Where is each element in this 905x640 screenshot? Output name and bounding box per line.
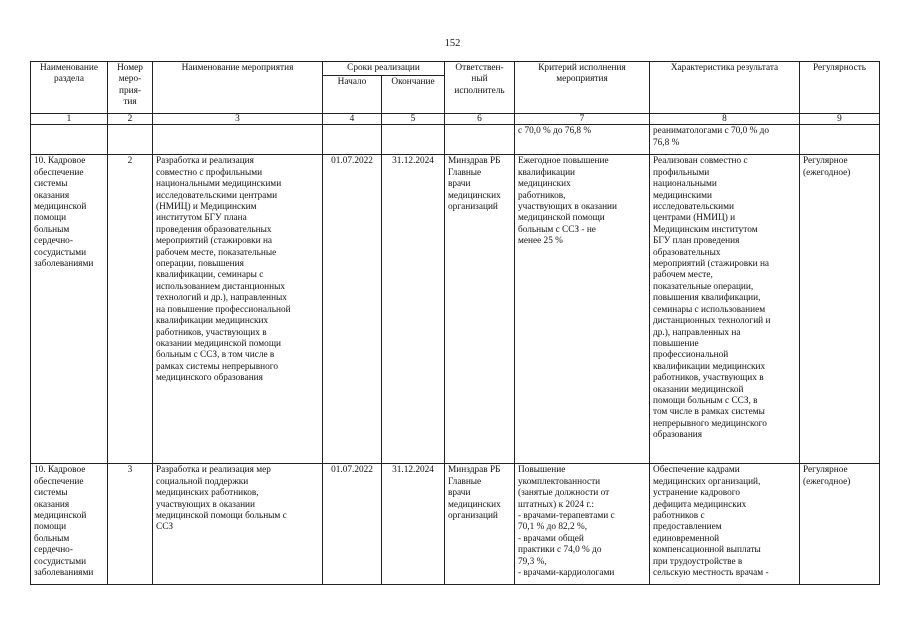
cell-text-line: организаций — [448, 511, 498, 522]
cell-text-line: медицинских — [448, 190, 501, 201]
column-number: 6 — [445, 114, 515, 125]
header-result — [650, 62, 800, 114]
cell-text-line: 70,1 % до 82,2 %, — [518, 522, 588, 533]
cell-text-line: 10. Кадровое — [34, 465, 86, 476]
cell-text-line: дефицита медицинских — [653, 499, 747, 510]
cell-text-line: 76,8 % — [653, 137, 680, 148]
cell-text-line: Ответствен- — [455, 63, 504, 73]
cell-text-line: сосудистыми — [34, 247, 87, 258]
cell-text-line: 01.07.2022 — [331, 156, 373, 167]
cell-text-line: единовременной — [653, 533, 720, 544]
cell-text-line: Главные — [448, 167, 482, 178]
cell-text-line: операции, повышения — [156, 259, 244, 270]
cell-text-line: организаций — [448, 202, 498, 213]
cell-text-line: обеспечение — [34, 476, 84, 487]
cell-section-name — [31, 155, 108, 464]
continuation-row — [31, 125, 880, 155]
cell-text-line: Характеристика результата — [670, 63, 779, 73]
cell-text-line: др.), направленных на — [653, 327, 741, 338]
cell-text-line: менее 25 % — [518, 236, 563, 247]
cell-text-line: (ежегодное) — [803, 476, 851, 487]
cell-result — [650, 155, 800, 464]
cell-empty — [108, 125, 153, 155]
cell-text-line: обеспечение — [34, 167, 84, 178]
cell-text-line: оказании медицинской — [653, 384, 744, 395]
cell-text-line: меро- — [118, 74, 142, 85]
cell-text-line: системы — [34, 488, 68, 499]
cell-text-line: медицинских работников, — [156, 488, 259, 499]
cell-text-line: Реализован совместно с — [653, 156, 748, 167]
cell-text-line: дистанционных технологий и — [653, 316, 771, 327]
cell-text-line: квалификации медицинских — [653, 361, 766, 372]
cell-regularity — [800, 464, 880, 585]
cell-text-line: больным — [34, 224, 70, 235]
cell-text-line: Регулярное — [803, 156, 848, 167]
cell-responsible — [445, 464, 515, 585]
cell-start-date — [323, 464, 382, 585]
cell-empty — [445, 125, 515, 155]
cell-text-line: квалификации медицинских — [156, 316, 269, 327]
cell-text-line: центрами (НМИЦ) и — [653, 213, 736, 224]
cell-text-line: профессиональной — [653, 350, 729, 361]
cell-text-line: Минздрав РБ — [448, 156, 501, 167]
cell-text-line: врачи — [448, 488, 471, 499]
cell-end-date — [382, 464, 445, 585]
cell-text-line: (НМИЦ) и Медицинским — [156, 202, 257, 213]
cell-empty — [323, 125, 382, 155]
cell-text-line: работников, участвующих в — [156, 327, 267, 338]
cell-text-line: системы — [34, 179, 68, 190]
cell-result — [650, 125, 800, 155]
cell-text-line: сельскую местность врачам - — [653, 568, 769, 579]
cell-text-line: Номер — [117, 63, 143, 73]
cell-text-line: помощи больным с ССЗ, в — [653, 395, 758, 406]
cell-text-line: оказания — [34, 499, 70, 510]
cell-text-line: институтом БГУ плана — [156, 213, 247, 224]
cell-text-line: 3 — [127, 465, 133, 476]
cell-text-line: больным с ССЗ, в том числе в — [156, 350, 275, 361]
cell-text-line: 01.07.2022 — [331, 465, 373, 476]
cell-criterion — [515, 125, 650, 155]
cell-text-line: Повышение — [518, 465, 566, 476]
cell-end-date — [382, 155, 445, 464]
cell-text-line: образовательных — [653, 247, 721, 258]
cell-regularity — [800, 155, 880, 464]
cell-text-line: Критерий исполнения — [538, 63, 626, 73]
table-row — [31, 464, 880, 585]
cell-text-line: укомплектованности — [518, 476, 601, 487]
cell-text-line: сердечно- — [34, 236, 73, 247]
cell-text-line: прия- — [119, 85, 141, 96]
cell-text-line: больным — [34, 533, 70, 544]
cell-text-line: медицинского образования — [156, 373, 263, 384]
cell-text-line: (занятые должности от — [518, 488, 610, 499]
header-activity-number — [108, 62, 153, 114]
cell-text-line: профильными — [653, 167, 710, 178]
cell-text-line: непрерывного медицинского — [653, 418, 767, 429]
cell-text-line: врачи — [448, 179, 471, 190]
column-number: 8 — [650, 114, 800, 125]
cell-text-line: заболеваниями — [34, 568, 94, 579]
header-start — [323, 76, 382, 114]
cell-text-line: Разработка и реализация — [156, 156, 254, 167]
cell-text-line: Минздрав РБ — [448, 465, 501, 476]
cell-text-line: при трудоустройстве в — [653, 556, 743, 567]
column-number: 3 — [153, 114, 323, 125]
column-number: 4 — [323, 114, 382, 125]
cell-text-line: с 70,0 % до 76,8 % — [518, 126, 592, 137]
cell-responsible — [445, 155, 515, 464]
header-row-1 — [31, 62, 880, 76]
cell-text-line: медицинской помощи — [518, 213, 605, 224]
cell-criterion — [515, 155, 650, 464]
cell-text-line: 31.12.2024 — [392, 156, 434, 167]
header-criterion — [515, 62, 650, 114]
cell-text-line: проведения образовательных — [156, 224, 272, 235]
cell-text-line: рабочем месте, — [653, 270, 713, 281]
cell-text-line: работников, — [518, 190, 566, 201]
cell-text-line: медицинской — [34, 202, 87, 213]
cell-text-line: работников с — [653, 511, 705, 522]
cell-text-line: исследовательскими — [653, 202, 734, 213]
header-regularity — [800, 62, 880, 114]
cell-text-line: том числе в рамках системы — [653, 407, 765, 418]
cell-activity-number — [108, 464, 153, 585]
cell-text-line: помощи — [34, 213, 67, 224]
cell-text-line: повышение — [653, 338, 699, 349]
cell-activity-name — [153, 155, 323, 464]
cell-text-line: мероприятий (стажировки на — [156, 236, 273, 247]
cell-text-line: Разработка и реализация мер — [156, 465, 271, 476]
cell-text-line: оказания — [34, 190, 70, 201]
cell-text-line: 10. Кадровое — [34, 156, 86, 167]
column-number: 1 — [31, 114, 108, 125]
cell-text-line: медицинской помощи больным с — [156, 511, 287, 522]
cell-text-line: 79,3 %, — [518, 556, 547, 567]
cell-text-line: медицинских — [448, 499, 501, 510]
cell-text-line: заболеваниями — [34, 259, 94, 270]
cell-text-line: исследовательскими центрами — [156, 190, 278, 201]
cell-text-line: образования — [653, 430, 703, 441]
cell-text-line: 31.12.2024 — [392, 465, 434, 476]
header-timeline-group: Сроки реализации — [323, 62, 445, 76]
activities-table — [30, 61, 880, 585]
cell-text-line: семинары с использованием — [653, 304, 766, 315]
header-responsible — [445, 62, 515, 114]
cell-text-line: тия — [123, 97, 137, 108]
cell-text-line: (ежегодное) — [803, 167, 851, 178]
column-number: 5 — [382, 114, 445, 125]
column-number: 7 — [515, 114, 650, 125]
cell-text-line: БГУ план проведения — [653, 236, 740, 247]
cell-section-name — [31, 464, 108, 585]
header-end — [382, 76, 445, 114]
cell-text-line: практики с 74,0 % до — [518, 545, 602, 556]
cell-text-line: Наименование мероприятия — [181, 63, 294, 73]
cell-empty — [800, 125, 880, 155]
cell-text-line: участвующих в оказании — [156, 499, 256, 510]
column-number: 2 — [108, 114, 153, 125]
cell-text-line: мероприятий (стажировки на — [653, 259, 770, 270]
cell-text-line: Регулярное — [803, 465, 848, 476]
cell-criterion — [515, 464, 650, 585]
cell-activity-name — [153, 464, 323, 585]
cell-text-line: Главные — [448, 476, 482, 487]
cell-text-line: Окончание — [391, 77, 435, 88]
cell-text-line: раздела — [54, 74, 84, 85]
cell-text-line: больным с ССЗ - не — [518, 224, 596, 235]
cell-text-line: медицинских — [518, 179, 571, 190]
cell-text-line: национальными — [653, 179, 717, 190]
cell-text-line: Обеспечение кадрами — [653, 465, 740, 476]
cell-text-line: квалификации, семинары с — [156, 270, 264, 281]
cell-start-date — [323, 155, 382, 464]
cell-text-line: медицинской — [34, 511, 87, 522]
cell-text-line: предоставлением — [653, 522, 722, 533]
cell-text-line: Наименование — [40, 63, 98, 73]
cell-text-line: сердечно- — [34, 545, 73, 556]
cell-text-line: Медицинским институтом — [653, 224, 758, 235]
cell-text-line: оказании медицинской помощи — [156, 338, 281, 349]
cell-text-line: сосудистыми — [34, 556, 87, 567]
cell-text-line: Начало — [337, 77, 367, 88]
page-number: 152 — [444, 38, 461, 49]
cell-text-line: участвующих в оказании — [518, 202, 618, 213]
cell-text-line: 2 — [127, 156, 133, 167]
cell-empty — [31, 125, 108, 155]
header-activity-name — [153, 62, 323, 114]
cell-text-line: технологий и др.), направленных — [156, 293, 287, 304]
cell-result — [650, 464, 800, 585]
cell-text-line: работников, участвующих в — [653, 373, 764, 384]
cell-text-line: социальной поддержки — [156, 476, 249, 487]
cell-text-line: Регулярность — [812, 63, 867, 73]
cell-text-line: реаниматологами с 70,0 % до — [653, 126, 770, 137]
cell-text-line: на повышение профессиональной — [156, 304, 291, 315]
cell-text-line: исполнитель — [454, 85, 505, 96]
cell-text-line: квалификации — [518, 167, 576, 178]
cell-text-line: ССЗ — [156, 522, 174, 533]
cell-text-line: использованием дистанционных — [156, 281, 285, 292]
cell-text-line: мероприятия — [556, 74, 608, 85]
cell-text-line: рамках системы непрерывного — [156, 361, 278, 372]
cell-text-line: национальными медицинскими — [156, 179, 282, 190]
cell-text-line: медицинскими — [653, 190, 712, 201]
cell-empty — [153, 125, 323, 155]
cell-text-line: Ежегодное повышение — [518, 156, 609, 167]
cell-text-line: штатных) к 2024 г.: — [518, 499, 595, 510]
column-number: 9 — [800, 114, 880, 125]
cell-text-line: совместно с профильными — [156, 167, 263, 178]
cell-text-line: - врачами общей — [518, 533, 584, 544]
cell-text-line: компенсационной выплаты — [653, 545, 761, 556]
cell-text-line: показательные операции, — [653, 281, 754, 292]
cell-text-line: ный — [471, 74, 488, 85]
cell-text-line: рабочем месте, показательные — [156, 247, 277, 258]
column-numbers-row — [31, 114, 880, 125]
cell-text-line: помощи — [34, 522, 67, 533]
table-row — [31, 155, 880, 464]
header-section-name — [31, 62, 108, 114]
cell-text-line: повышения квалификации, — [653, 293, 761, 304]
cell-text-line: устранение кадрового — [653, 488, 740, 499]
cell-text-line: медицинских организаций, — [653, 476, 761, 487]
cell-text-line: - врачами-терапевтами с — [518, 511, 615, 522]
cell-text-line: - врачами-кардиологами — [518, 568, 615, 579]
cell-activity-number — [108, 155, 153, 464]
cell-empty — [382, 125, 445, 155]
